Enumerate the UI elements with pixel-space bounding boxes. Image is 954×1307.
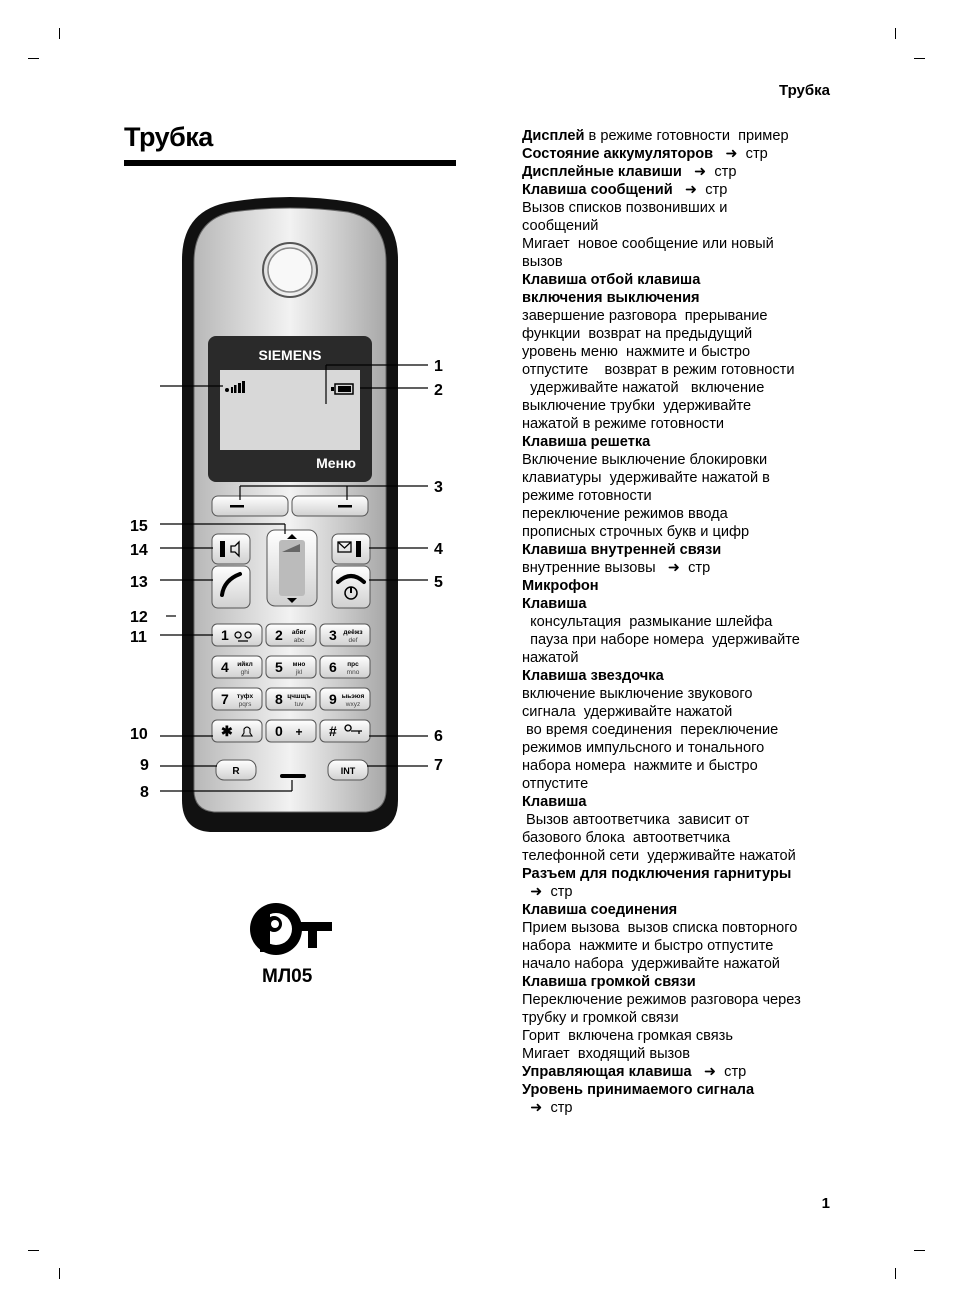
description-text: ➜ стр <box>672 182 728 198</box>
description-line <box>522 919 842 937</box>
crop-mark <box>28 58 39 59</box>
description-text: завершение разговора прерывание <box>522 308 768 324</box>
page-number: 1 <box>821 1195 830 1212</box>
key-digit: 3 <box>329 627 337 643</box>
callout-14: 14 <box>130 542 148 559</box>
description-text: включение выключение звукового <box>522 686 753 702</box>
keypad-key <box>266 656 316 678</box>
description-line <box>522 145 842 163</box>
description-term: Уровень принимаемого сигнала <box>522 1082 755 1098</box>
keypad-key <box>320 624 370 646</box>
crop-mark <box>914 58 925 59</box>
description-term: Клавиша отбой клавиша <box>522 272 701 288</box>
description-list <box>522 127 842 1117</box>
description-text: выключение трубки удерживайте <box>522 398 752 414</box>
keypad-key <box>320 656 370 678</box>
description-text: ➜ стр <box>522 1100 573 1116</box>
key-letters-cyrillic: туфх <box>236 693 254 700</box>
title-rule <box>124 160 456 166</box>
description-line <box>522 577 842 595</box>
key-letters-latin: abc <box>293 637 305 644</box>
crop-mark <box>59 1268 60 1279</box>
key-letters-cyrillic: + <box>295 725 303 739</box>
description-line <box>522 361 842 379</box>
description-line <box>522 1045 842 1063</box>
description-text: Переключение режимов разговора через <box>522 992 801 1008</box>
description-line <box>522 955 842 973</box>
description-line <box>522 325 842 343</box>
keypad-key <box>212 656 262 678</box>
description-line <box>522 217 842 235</box>
description-term: Клавиша внутренней связи <box>522 542 722 558</box>
description-line <box>522 199 842 217</box>
description-line <box>522 883 842 901</box>
description-line <box>522 703 842 721</box>
keypad-key <box>212 720 262 742</box>
description-term: Управляющая клавиша <box>522 1064 692 1080</box>
description-line <box>522 865 842 883</box>
key-digit: 6 <box>329 659 337 675</box>
description-line <box>522 829 842 847</box>
key-digit: 4 <box>221 659 229 675</box>
description-text: ➜ стр <box>691 1064 747 1080</box>
key-letters-cyrillic: абвг <box>291 629 307 636</box>
description-line <box>522 901 842 919</box>
description-term: Клавиша <box>522 596 587 612</box>
description-line <box>522 1081 842 1099</box>
description-line <box>522 343 842 361</box>
description-line <box>522 775 842 793</box>
description-term: Клавиша <box>522 794 587 810</box>
key-digit: 7 <box>221 691 229 707</box>
description-line <box>522 757 842 775</box>
key-digit: 1 <box>221 627 229 643</box>
callout-7: 7 <box>434 757 443 774</box>
description-line <box>522 433 842 451</box>
callout-11: 11 <box>130 629 147 646</box>
crop-mark <box>59 28 60 39</box>
description-text: переключение режимов ввода <box>522 506 728 522</box>
keypad-key <box>212 624 262 646</box>
description-line <box>522 397 842 415</box>
description-text: Мигает входящий вызов <box>522 1046 690 1062</box>
key-letters-latin: tuv <box>294 701 304 708</box>
description-line <box>522 1099 842 1117</box>
description-term: Клавиша соединения <box>522 902 678 918</box>
key-letters-cyrillic: цчшщъ <box>287 693 311 700</box>
description-text: уровень меню нажмите и быстро <box>522 344 751 360</box>
description-line <box>522 541 842 559</box>
description-line <box>522 307 842 325</box>
description-text: начало набора удерживайте нажатой <box>522 956 780 972</box>
description-text: Вызов списков позвонивших и <box>522 200 728 216</box>
key-digit: 8 <box>275 691 283 707</box>
keypad-key <box>320 720 370 742</box>
keypad-key <box>212 688 262 710</box>
description-line <box>522 1063 842 1081</box>
description-text: трубку и громкой связи <box>522 1010 679 1026</box>
description-line <box>522 649 842 667</box>
description-text: ➜ стр <box>522 884 573 900</box>
description-text: Горит включена громкая связь <box>522 1028 733 1044</box>
description-line <box>522 847 842 865</box>
description-line <box>522 127 842 145</box>
description-text: нажатой <box>522 650 579 666</box>
key-digit: ✱ <box>221 723 233 739</box>
description-line <box>522 271 842 289</box>
description-text: базового блока автоответчика <box>522 830 731 846</box>
description-text: набора номера нажмите и быстро <box>522 758 758 774</box>
key-digit: 9 <box>329 691 337 707</box>
description-line <box>522 667 842 685</box>
key-letters-cyrillic: ийкл <box>237 661 253 668</box>
description-line <box>522 415 842 433</box>
description-line <box>522 487 842 505</box>
description-text: сигнала удерживайте нажатой <box>522 704 733 720</box>
description-text: клавиатуры удерживайте нажатой в <box>522 470 770 486</box>
description-text: набора нажмите и быстро отпустите <box>522 938 774 954</box>
description-text: пауза при наборе номера удерживайте <box>522 632 800 648</box>
callout-1: 1 <box>434 358 443 375</box>
description-line <box>522 631 842 649</box>
key-digit: 5 <box>275 659 283 675</box>
description-line <box>522 613 842 631</box>
description-term: Разъем для подключения гарнитуры <box>522 866 792 882</box>
keypad-key <box>320 688 370 710</box>
key-letters-latin: ghi <box>240 669 250 676</box>
description-text: удерживайте нажатой включение <box>522 380 765 396</box>
description-line <box>522 1027 842 1045</box>
callout-6: 6 <box>434 728 443 745</box>
key-letters-cyrillic: деёжз <box>343 629 363 636</box>
description-text: нажатой в режиме готовности <box>522 416 725 432</box>
key-letters-latin: wxyz <box>345 701 361 708</box>
description-text: консультация размыкание шлейфа <box>522 614 773 630</box>
callout-3: 3 <box>434 479 443 496</box>
description-term: Клавиша громкой связи <box>522 974 696 990</box>
callout-5: 5 <box>434 574 443 591</box>
description-text: отпустите <box>522 776 589 792</box>
key-digit: 0 <box>275 723 283 739</box>
certification-logo <box>248 902 338 958</box>
int-key-label: INT <box>340 766 356 776</box>
description-term: Клавиша звездочка <box>522 668 664 684</box>
description-line <box>522 181 842 199</box>
description-line <box>522 793 842 811</box>
softkey-label: Меню <box>316 455 356 471</box>
certification-code: МЛ05 <box>262 966 313 987</box>
description-text: вызов <box>522 254 563 270</box>
brand-label: SIEMENS <box>258 347 322 363</box>
r-key-label: R <box>232 766 240 777</box>
crop-mark <box>895 1268 896 1279</box>
callout-9: 9 <box>140 757 149 774</box>
keypad-key <box>266 688 316 710</box>
description-text: ➜ стр <box>713 146 768 162</box>
description-text: Вызов автоответчика зависит от <box>522 812 750 828</box>
description-line <box>522 505 842 523</box>
description-text: режиме готовности <box>522 488 652 504</box>
description-text: ➜ стр <box>681 164 737 180</box>
crop-mark <box>914 1250 925 1251</box>
key-letters-latin: def <box>348 637 358 644</box>
key-letters-latin: jkl <box>295 669 303 676</box>
description-text: в режиме готовности пример <box>584 128 789 144</box>
description-line <box>522 991 842 1009</box>
description-line <box>522 253 842 271</box>
key-letters-latin: pqrs <box>238 701 252 708</box>
key-letters-cyrillic: прс <box>347 661 359 668</box>
description-text: режимов импульсного и тонального <box>522 740 765 756</box>
description-text: сообщений <box>522 218 599 234</box>
description-term: Микрофон <box>522 578 599 594</box>
description-line <box>522 685 842 703</box>
description-line <box>522 595 842 613</box>
description-text: Включение выключение блокировки <box>522 452 768 468</box>
callout-12: 12 <box>130 609 148 626</box>
description-text: функции возврат на предыдущий <box>522 326 753 342</box>
description-line <box>522 811 842 829</box>
description-line <box>522 1009 842 1027</box>
description-text: телефонной сети удерживайте нажатой <box>522 848 796 864</box>
description-text: отпустите возврат в режим готовности <box>522 362 795 378</box>
callout-10: 10 <box>130 726 148 743</box>
description-line <box>522 721 842 739</box>
description-text: Прием вызова вызов списка повторного <box>522 920 798 936</box>
key-letters-latin: mno <box>346 669 360 676</box>
description-text: во время соединения переключение <box>522 722 779 738</box>
description-text: внутренние вызовы ➜ стр <box>522 560 711 576</box>
description-line <box>522 235 842 253</box>
callout-2: 2 <box>434 382 443 399</box>
description-line <box>522 937 842 955</box>
callout-15: 15 <box>130 518 148 535</box>
key-digit: # <box>329 723 337 739</box>
running-header: Трубка <box>778 82 830 99</box>
description-term: Дисплей <box>522 128 585 144</box>
key-letters-cyrillic: ыьэюя <box>341 693 365 700</box>
description-term: Состояние аккумуляторов <box>522 146 714 162</box>
description-line <box>522 469 842 487</box>
description-line <box>522 739 842 757</box>
callout-13: 13 <box>130 574 148 591</box>
handset-illustration <box>120 190 460 840</box>
crop-mark <box>895 28 896 39</box>
description-line <box>522 163 842 181</box>
description-term: включения выключения <box>522 290 700 306</box>
description-term: Клавиша сообщений <box>522 182 673 198</box>
description-text: прописных строчных букв и цифр <box>522 524 750 540</box>
keypad-key <box>266 624 316 646</box>
description-line <box>522 451 842 469</box>
page-title: Трубка <box>124 122 213 152</box>
description-line <box>522 379 842 397</box>
description-term: Клавиша решетка <box>522 434 651 450</box>
description-line <box>522 523 842 541</box>
description-line <box>522 973 842 991</box>
description-line <box>522 559 842 577</box>
callout-4: 4 <box>434 541 443 558</box>
description-text: Мигает новое сообщение или новый <box>522 236 774 252</box>
keypad-key <box>266 720 316 742</box>
key-digit: 2 <box>275 627 283 643</box>
description-line <box>522 289 842 307</box>
callout-8: 8 <box>140 784 149 801</box>
key-letters-cyrillic: мно <box>292 661 306 668</box>
crop-mark <box>28 1250 39 1251</box>
description-term: Дисплейные клавиши <box>522 164 682 180</box>
